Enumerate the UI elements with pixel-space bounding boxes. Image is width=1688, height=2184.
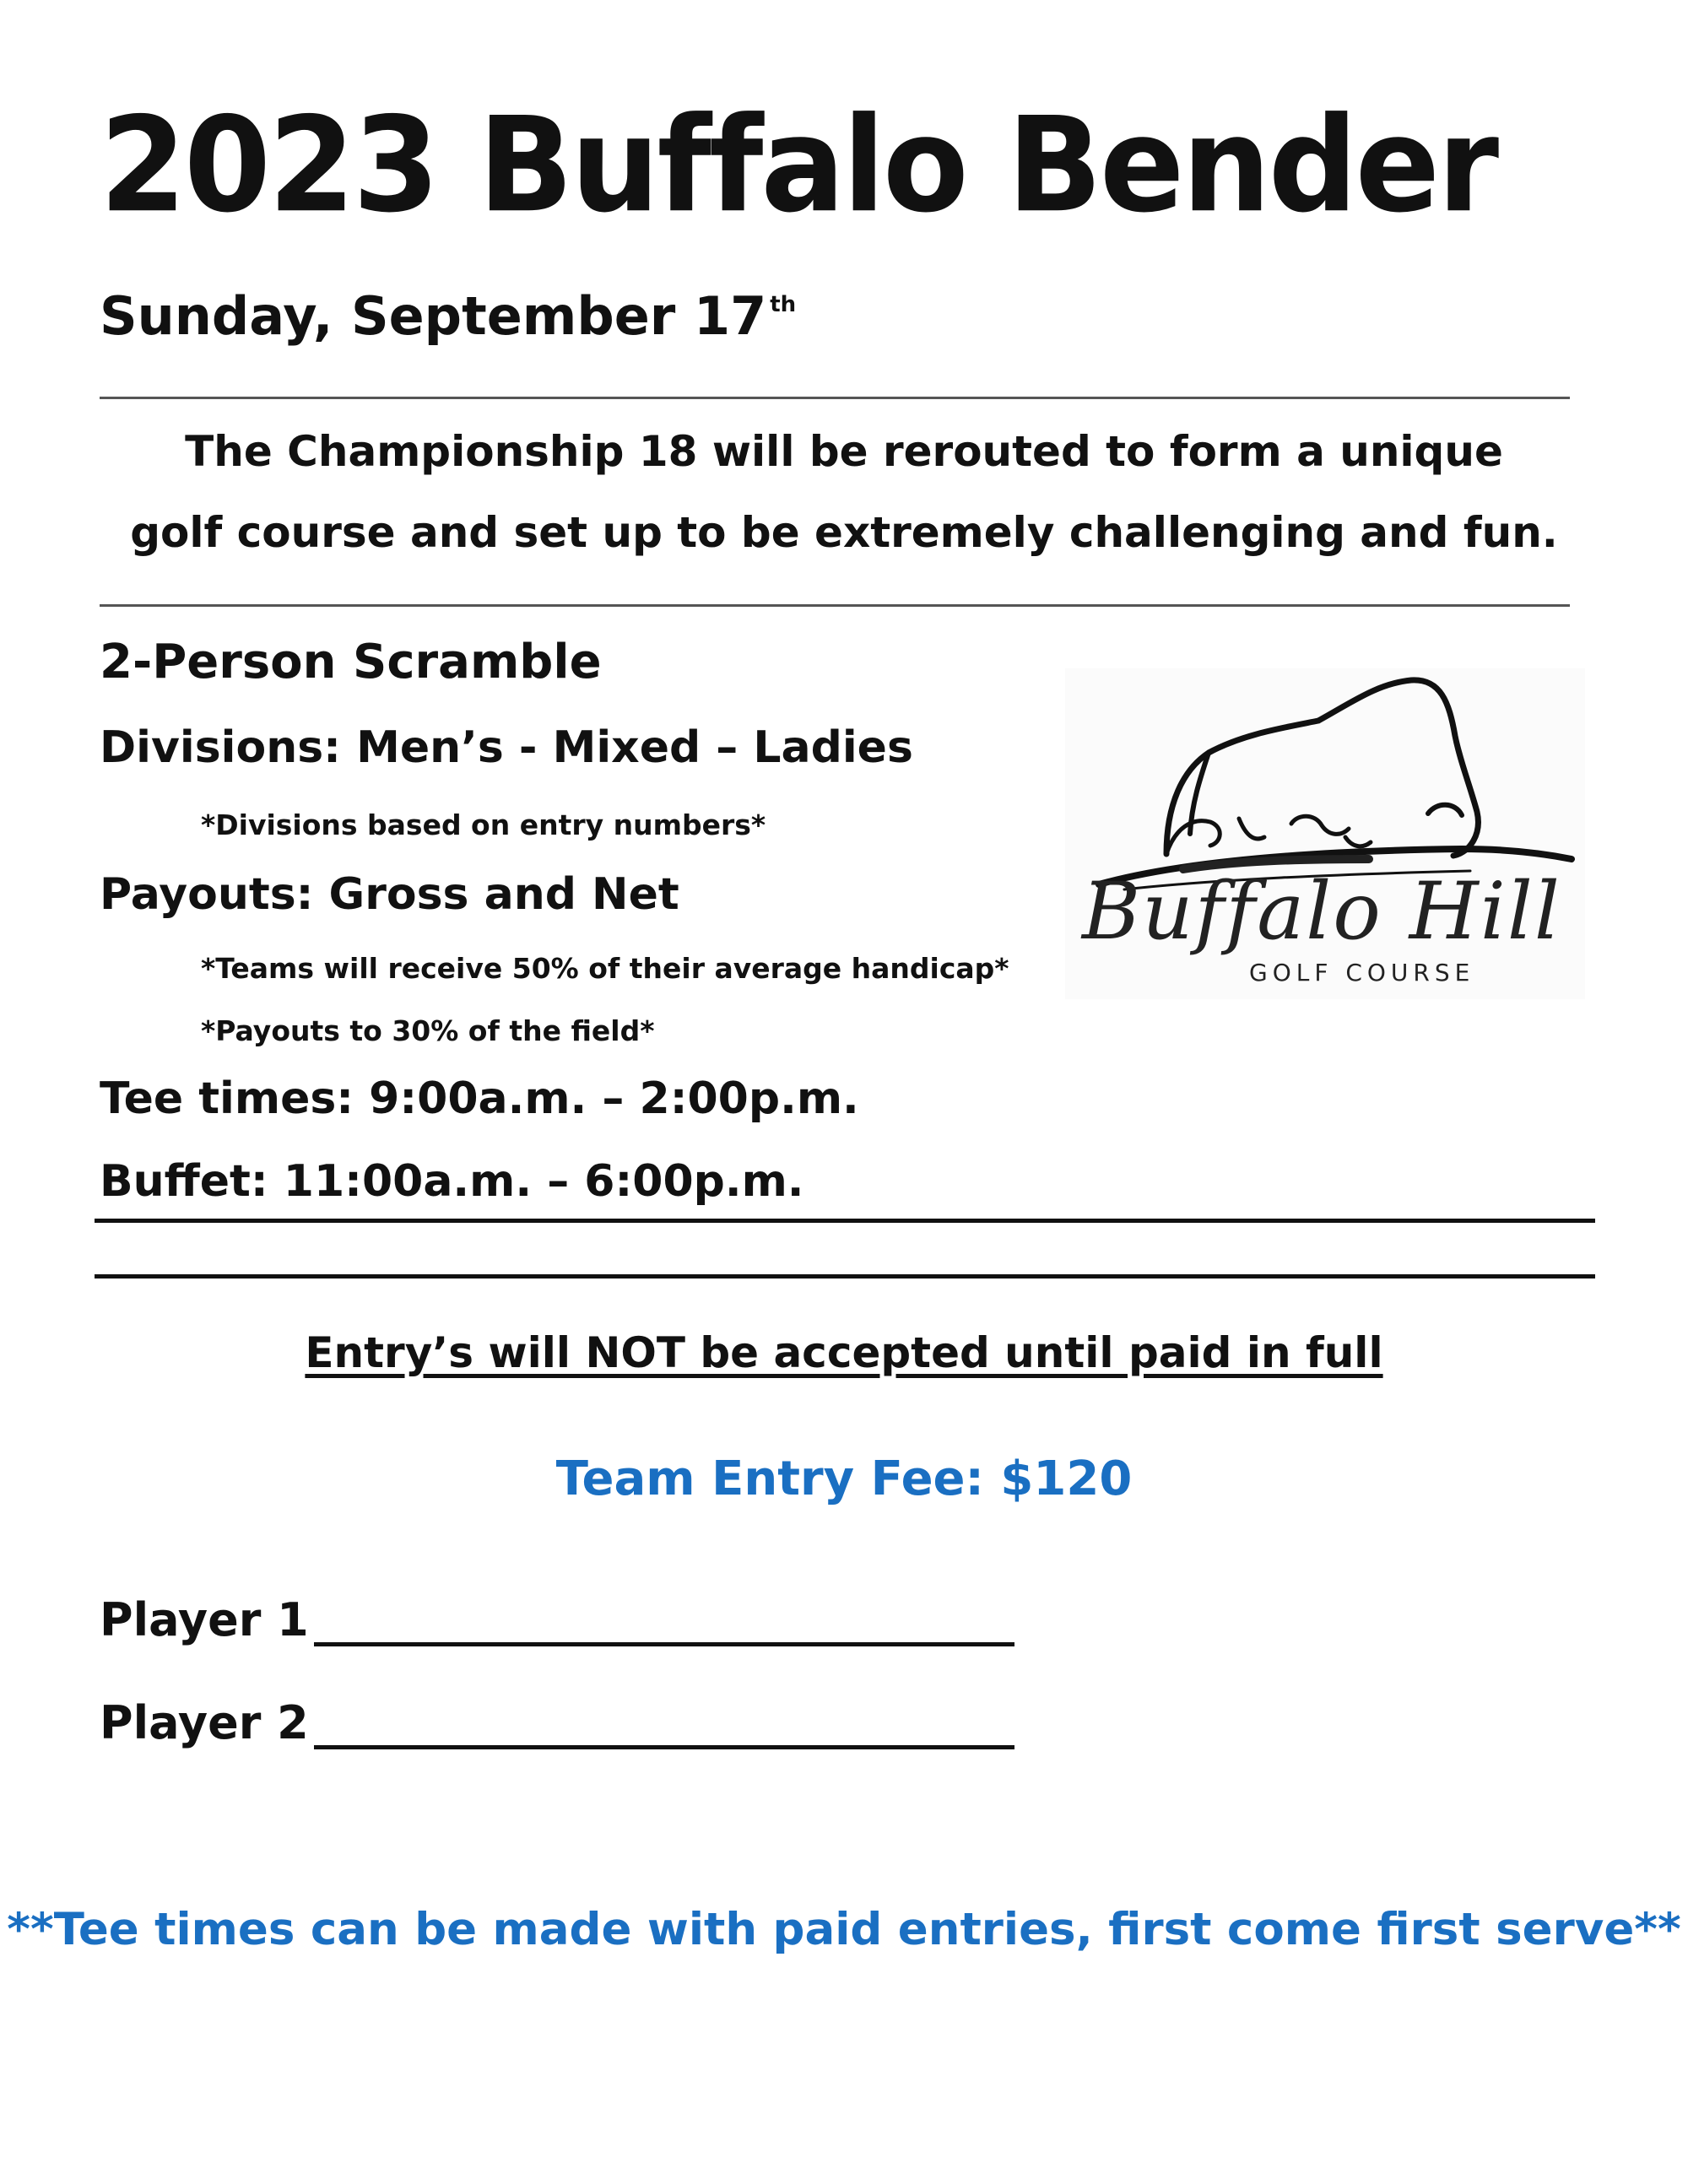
player-1-label: Player 1: [100, 1593, 309, 1646]
payout-note: *Payouts to 30% of the field*: [201, 1014, 655, 1047]
event-date-text: Sunday, September 17: [100, 285, 767, 347]
handicap-note: *Teams will receive 50% of their average handicap*: [201, 952, 1009, 985]
tee-times-line: Tee times: 9:00a.m. – 2:00p.m.: [100, 1073, 859, 1124]
team-entry-fee: Team Entry Fee: $120: [555, 1451, 1133, 1506]
date-suffix: th: [770, 292, 797, 317]
logo-name: Buffalo Hill: [1082, 866, 1561, 958]
divider-thick-1: [95, 1219, 1595, 1223]
logo-subtitle: GOLF COURSE: [1249, 959, 1475, 987]
buffet-line: Buffet: 11:00a.m. – 6:00p.m.: [100, 1156, 804, 1207]
intro-line-1: The Championship 18 will be rerouted to form a unique: [185, 427, 1503, 476]
buffalo-hill-logo: [1065, 668, 1585, 999]
entry-warning: Entry’s will NOT be accepted until paid in full: [305, 1328, 1383, 1377]
player-2-blank-line[interactable]: [314, 1701, 1014, 1749]
tee-times-note: **Tee times can be made with paid entries, first come first serve**: [7, 1904, 1681, 1955]
page-title: 2023 Buffalo Bender: [100, 89, 1497, 242]
player-1-field[interactable]: [100, 1593, 1014, 1646]
divider-thick-2: [95, 1274, 1595, 1279]
player-2-label: Player 2: [100, 1696, 309, 1749]
player-2-field[interactable]: [100, 1696, 1014, 1749]
divider-top: [100, 397, 1570, 399]
intro-line-2: golf course and set up to be extremely challenging and fun.: [130, 508, 1558, 557]
player-1-blank-line[interactable]: [314, 1598, 1014, 1646]
divisions-note: *Divisions based on entry numbers*: [201, 808, 766, 841]
payouts-line: Payouts: Gross and Net: [100, 869, 679, 920]
divisions-line: Divisions: Men’s - Mixed – Ladies: [100, 722, 913, 773]
divider-middle: [100, 604, 1570, 607]
format-heading: 2-Person Scramble: [100, 635, 602, 689]
event-date: [100, 285, 796, 347]
